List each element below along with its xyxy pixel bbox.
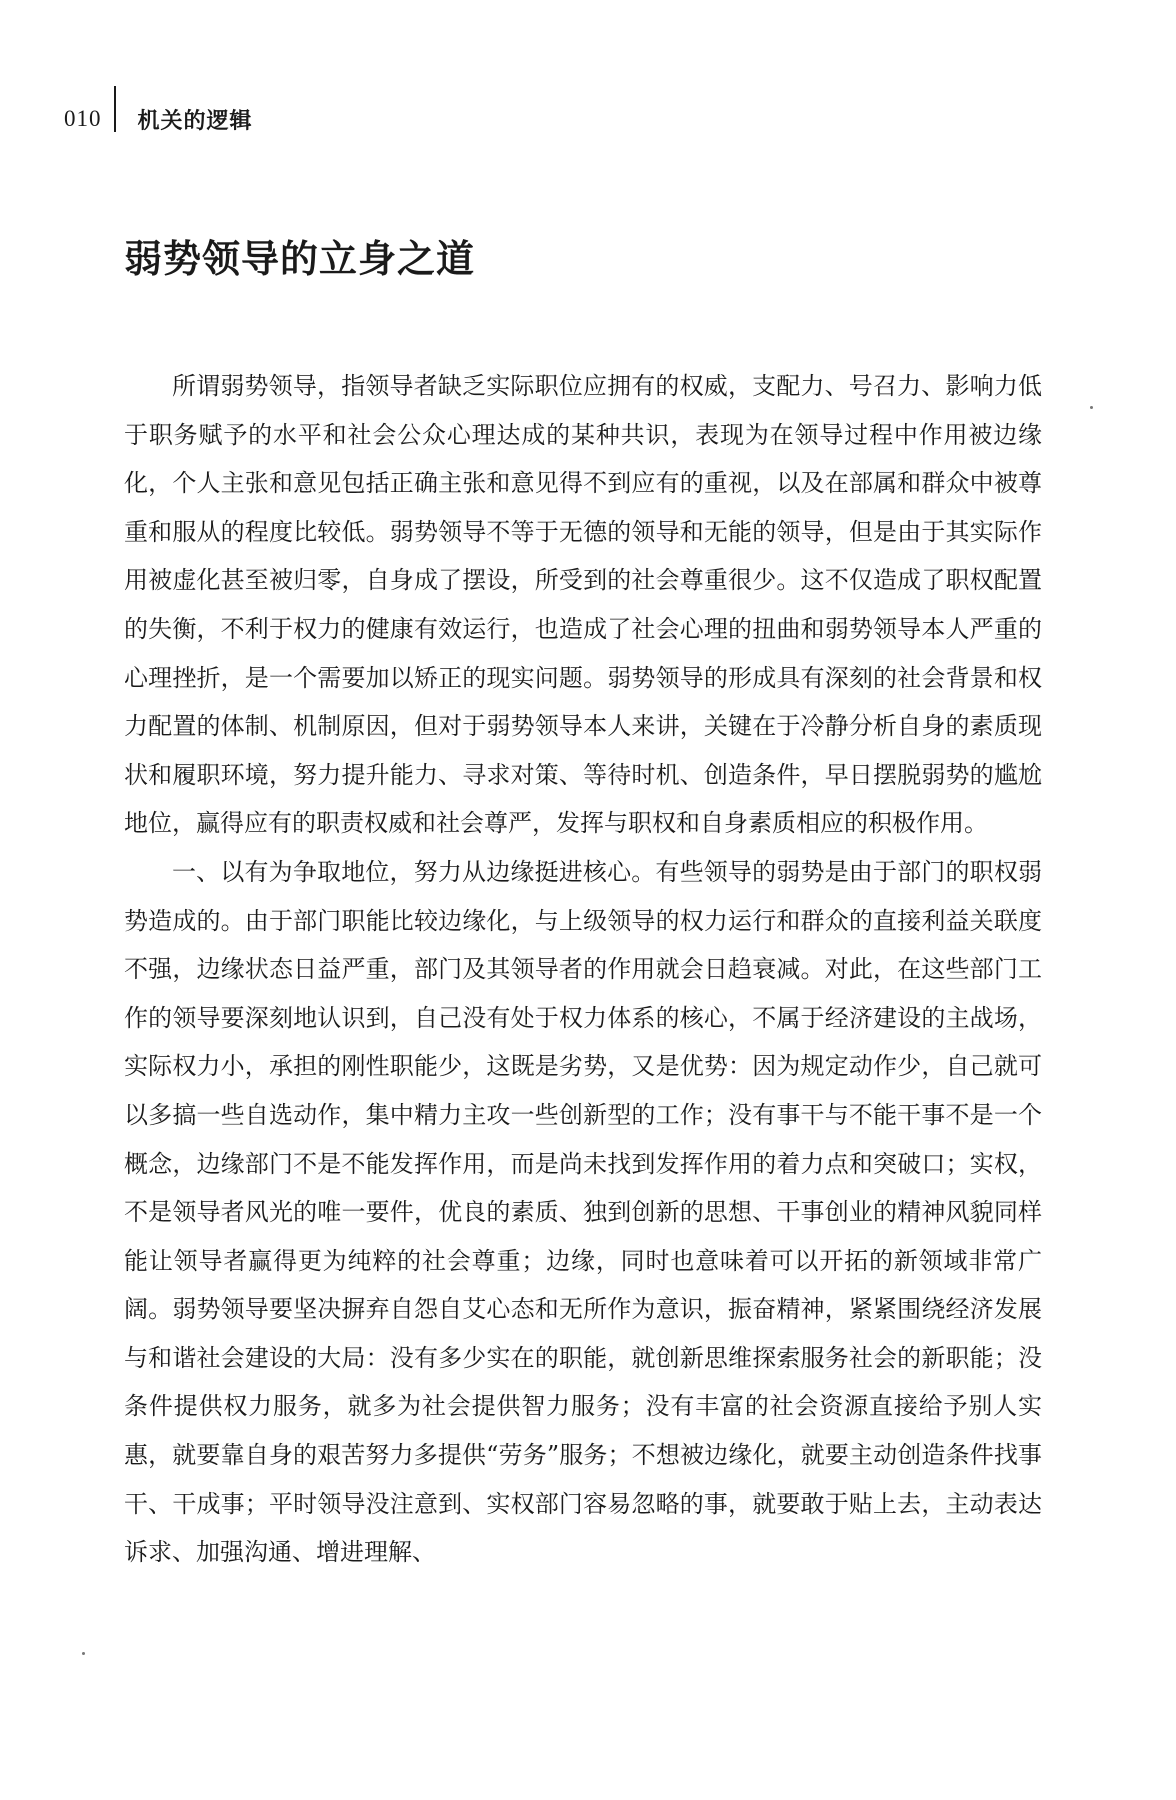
article-title: 弱势领导的立身之道 bbox=[124, 236, 476, 281]
article-body bbox=[124, 362, 1042, 1577]
page-number: 010 bbox=[64, 106, 102, 131]
paragraph: 一、以有为争取地位，努力从边缘挺进核心。有些领导的弱势是由于部门的职权弱势造成的。由于部门职能比较边缘化，与上级领导的权力运行和群众的直接利益关联度不强，边缘状态日益严重，部门及其领导者的作用就会日趋衰减。对此，在这些部门工作的领导要深刻地认识到，自己没有处于权力体系的核心，不属于经济建设的主战场，实际权力小，承担的刚性职能少，这既是劣势，又是优势：因为规定动作少，自己就可以多搞一些自选动作，集中精力主攻一些创新型的工作；没有事干与不能干事不是一个概念，边缘部门不是不能发挥作用，而是尚未找到发挥作用的着力点和突破口；实权，不是领导者风光的唯一要件，优良的素质、独到创新的思想、干事创业的精神风貌同样能让领导者赢得更为纯粹的社会尊重；边缘，同时也意味着可以开拓的新领域非常广阔。弱势领导要坚决摒弃自怨自艾心态和无所作为意识，振奋精神，紧紧围绕经济发展与和谐社会建设的大局：没有多少实在的职能，就创新思维探索服务社会的新职能；没条件提供权力服务，就多为社会提供智力服务；没有丰富的社会资源直接给予别人实惠，就要靠自身的艰苦努力多提供“劳务”服务；不想被边缘化，就要主动创造条件找事干、干成事；平时领导没注意到、实权部门容易忽略的事，就要敢于贴上去，主动表达诉求、加强沟通、增进理解、 bbox=[124, 857, 1042, 1567]
running-header bbox=[64, 102, 253, 136]
scan-speck bbox=[82, 1652, 85, 1655]
scan-speck bbox=[1090, 406, 1093, 409]
paragraph: 所谓弱势领导，指领导者缺乏实际职位应拥有的权威，支配力、号召力、影响力低于职务赋予的水平和社会公众心理达成的某种共识，表现为在领导过程中作用被边缘化，个人主张和意见包括正确主张和意见得不到应有的重视，以及在部属和群众中被尊重和服从的程度比较低。弱势领导不等于无德的领导和无能的领导，但是由于其实际作用被虚化甚至被归零，自身成了摆设，所受到的社会尊重很少。这不仅造成了职权配置的失衡，不利于权力的健康有效运行，也造成了社会心理的扭曲和弱势领导本人严重的心理挫折，是一个需要加以矫正的现实问题。弱势领导的形成具有深刻的社会背景和权力配置的体制、机制原因，但对于弱势领导本人来讲，关键在于冷静分析自身的素质现状和履职环境，努力提升能力、寻求对策、等待时机、创造条件，早日摆脱弱势的尴尬地位，赢得应有的职责权威和社会尊严，发挥与职权和自身素质相应的积极作用。 bbox=[124, 372, 1042, 838]
header-divider bbox=[114, 86, 116, 132]
book-title: 机关的逻辑 bbox=[137, 108, 253, 134]
